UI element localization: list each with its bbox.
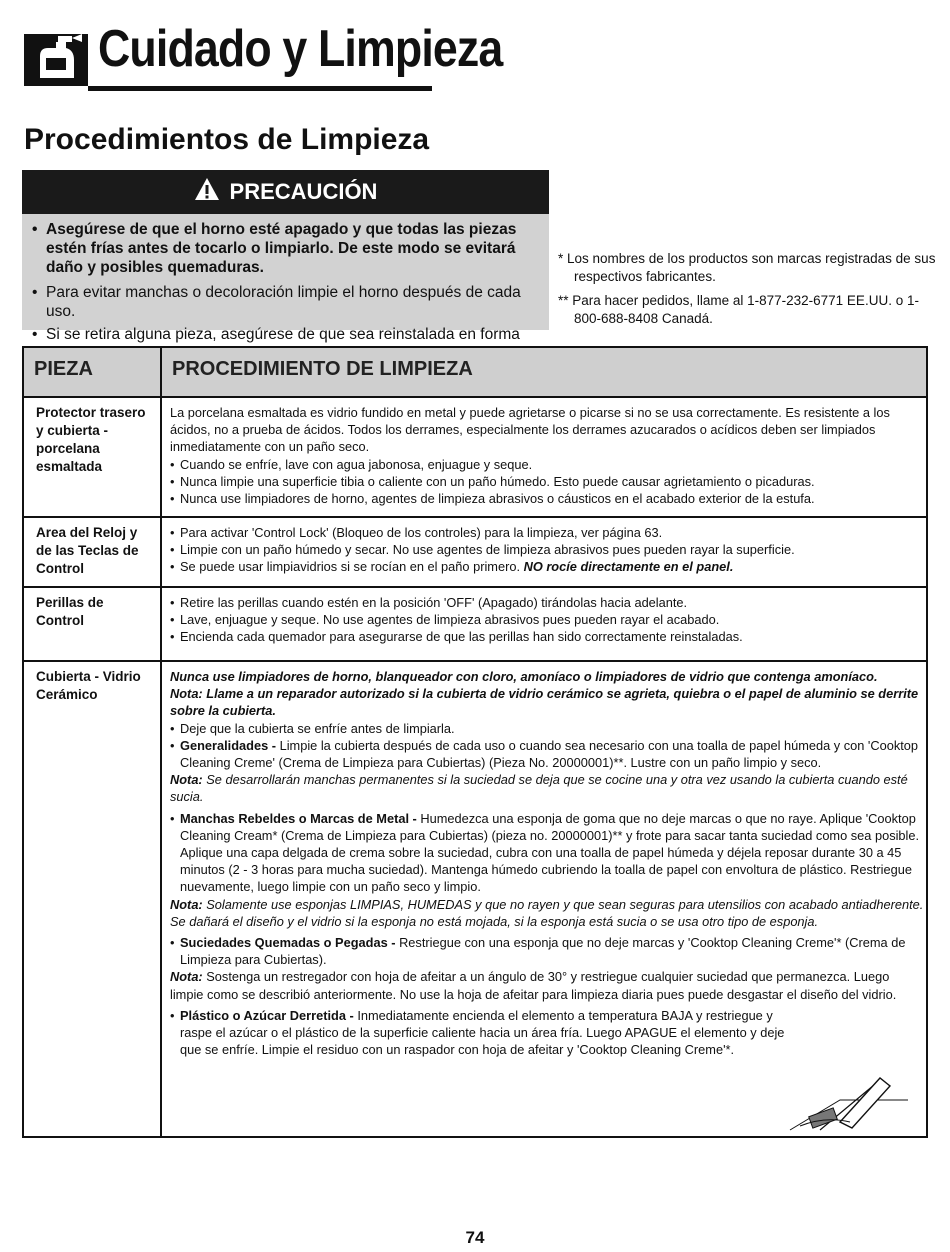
cleaning-spray-icon xyxy=(22,28,90,88)
procedure-bullet xyxy=(170,810,924,896)
caution-item: • Si se retira alguna pieza, asegúrese de que sea reinstalada en forma xyxy=(32,325,539,363)
procedure-warning: Nunca use limpiadores de horno, blanqueador con cloro, amoníaco o limpiadores de vidrio que contenga amoníaco. xyxy=(170,669,878,684)
note-text: Solamente use esponjas LIMPIAS, HUMEDAS y que no rayen y que sean seguras para utensilios con acabado antiadherente. Se dañará el diseño y el vidrio si la esponja no está mojada, si la esponja está sucia o se usa otro tipo de esponja. xyxy=(170,896,924,929)
scraper-illustration-icon xyxy=(780,1060,910,1132)
row-procedure xyxy=(170,524,924,576)
bullet-text: Humedezca una esponja de goma que no deje marcas o que no raye. Aplique 'Cooktop Cleaning Cream* (Crema de Limpieza para Cubiertas) (pieza no. 20000001)** y frote para sacar tanta suciedad como sea posible. Aplique una capa delgada de crema sobre la suciedad, cubra con una toalla de papel húmeda y déjela reposar durante 30 a 45 minutos (2 - 3 horas para mucha suciedad). Mantenga húmedo cubriendo la toalla de papel con envoltura de plástico. Restriegue nuevamente, luego limpie con un paño seco y limpio. xyxy=(180,810,920,895)
page-number: 74 xyxy=(465,1228,485,1247)
procedure-bullet: • Cuando se enfríe, lave con agua jabonosa, enjuague y seque. xyxy=(170,456,924,473)
bullet-text: Limpie la cubierta después de cada uso o cuando sea necesario con una toalla de papel húmeda y con 'Cooktop Cleaning Creme' (Crema de Limpieza para Cubiertas) (Pieza No. 20000001)**. Lustre con un paño limpio y seco. xyxy=(180,737,919,771)
note-text: Sostenga un restregador con hoja de afeitar a un ángulo de 30° y restriegue cualquier suciedad que permanezca. Luego limpie como se describió anteriormente. No use la hoja de afeitar para limpieza diaria pues puede desgastar el diseño del vidrio. xyxy=(170,969,897,1002)
procedure-bullet: • Deje que la cubierta se enfríe antes de limpiarla. xyxy=(170,720,924,737)
row-procedure xyxy=(170,404,924,507)
caution-heading-text: PRECAUCIÓN xyxy=(229,179,378,204)
procedure-warning: Nota: Llame a un reparador autorizado si la cubierta de vidrio cerámico se agrieta, quiebra o el papel de aluminio se derrite sobre la cubierta. xyxy=(170,686,919,719)
row-pieza: Cubierta - Vidrio Cerámico xyxy=(36,669,141,702)
caution-item: • Asegúrese de que el horno esté apagado y que todas las piezas estén frías antes de tocarlo o limpiarlo. De este modo se evitará daño y posibles quemaduras. xyxy=(32,220,539,277)
row-procedure xyxy=(170,668,924,1058)
procedure-bullet-text: Se puede usar limpiavidrios si se rocían en el paño primero. xyxy=(180,559,521,575)
warning-triangle-icon xyxy=(194,177,220,207)
procedure-bullet xyxy=(170,934,924,968)
header-underline xyxy=(88,86,432,91)
note-label: Nota: xyxy=(170,772,203,788)
row-pieza: Area del Reloj y de las Teclas de Control xyxy=(36,525,139,576)
bullet-label: Manchas Rebeldes o Marcas de Metal - xyxy=(180,810,417,826)
procedure-bullet xyxy=(170,1007,924,1059)
caution-heading xyxy=(22,170,549,214)
bullet-text: Restriegue con una esponja que no deje marcas y 'Cooktop Cleaning Creme'* (Crema de Limpieza para Cubiertas). xyxy=(180,935,906,968)
row-procedure xyxy=(170,594,924,646)
caution-item: • Para evitar manchas o decoloración limpie el horno después de cada uso. xyxy=(32,283,539,321)
footnote: ** Para hacer pedidos, llame al 1-877-232-6771 EE.UU. o 1-800-688-8408 Canadá. xyxy=(558,293,919,326)
footnote: * Los nombres de los productos son marcas registradas de sus respectivos fabricantes. xyxy=(558,251,936,284)
procedure-intro: La porcelana esmaltada es vidrio fundido en metal y puede agrietarse o picarse si no se usa correctamente. Es resistente a los ácidos, no a prueba de ácidos. Todos los derrames, especialmente los derrames azucarados o acídicos deben ser limpiados inmediatamente con un paño seco. xyxy=(170,405,890,455)
caution-box xyxy=(22,170,549,343)
bullet-label: Suciedades Quemadas o Pegadas - xyxy=(180,935,396,951)
procedure-bullet xyxy=(170,737,924,771)
procedure-emphasis: NO rocíe directamente en el panel. xyxy=(523,559,734,575)
procedure-note xyxy=(170,771,924,805)
procedure-bullet xyxy=(170,558,924,575)
procedure-bullet: • Limpie con un paño húmedo y secar. No use agentes de limpieza abrasivos pues pueden rayar la superficie. xyxy=(170,541,924,558)
note-label: Nota: xyxy=(170,896,203,912)
bullet-text: Inmediatamente encienda el elemento a temperatura BAJA y restriegue y raspe el azúcar o el plástico de la superficie caliente hacia un área fría. Luego APAGUE el elemento y deje que se enfríe. Limpie el residuo con un raspador con hoja de afeitar y 'Cooktop Cleaning Creme'*. xyxy=(180,1007,785,1058)
procedure-note xyxy=(170,968,924,1002)
procedure-bullet: • Para activar 'Control Lock' (Bloqueo de los controles) para la limpieza, ver página 63. xyxy=(170,524,924,541)
page-header-title: Cuidado y Limpieza xyxy=(98,20,503,78)
bullet-label: Generalidades - xyxy=(180,737,277,753)
procedure-bullet: • Retire las perillas cuando estén en la posición 'OFF' (Apagado) tirándolas hacia adelante. xyxy=(170,594,924,611)
procedure-note xyxy=(170,896,924,930)
note-label: Nota: xyxy=(170,969,203,985)
procedure-bullet: • Lave, enjuague y seque. No use agentes de limpieza abrasivos pues pueden rayar el acabado. xyxy=(170,611,924,628)
table-row xyxy=(24,588,926,658)
footnotes xyxy=(558,250,938,334)
table-row xyxy=(24,518,926,586)
note-text: Se desarrollarán manchas permanentes si la suciedad se deja que se cocine una y otra vez usando la cubierta cuando esté sucia. xyxy=(170,772,908,805)
row-pieza: Perillas de Control xyxy=(36,595,104,628)
procedure-bullet: • Nunca use limpiadores de horno, agentes de limpieza abrasivos o cáusticos en el acabado exterior de la estufa. xyxy=(170,490,924,507)
table-row xyxy=(24,398,926,516)
column-header-procedimiento: PROCEDIMIENTO DE LIMPIEZA xyxy=(172,358,473,380)
caution-list xyxy=(22,214,549,363)
section-title: Procedimientos de Limpieza xyxy=(24,123,430,156)
column-header-pieza: PIEZA xyxy=(34,358,93,380)
procedure-bullet: • Encienda cada quemador para asegurarse de que las perillas han sido correctamente reinstaladas. xyxy=(170,628,924,645)
procedure-bullet: • Nunca limpie una superficie tibia o caliente con un paño húmedo. Esto puede causar agrietamiento o picaduras. xyxy=(170,473,924,490)
row-pieza: Protector trasero y cubierta - porcelana esmaltada xyxy=(36,405,146,474)
cleaning-table xyxy=(22,346,928,1138)
bullet-label: Plástico o Azúcar Derretida - xyxy=(180,1007,354,1023)
